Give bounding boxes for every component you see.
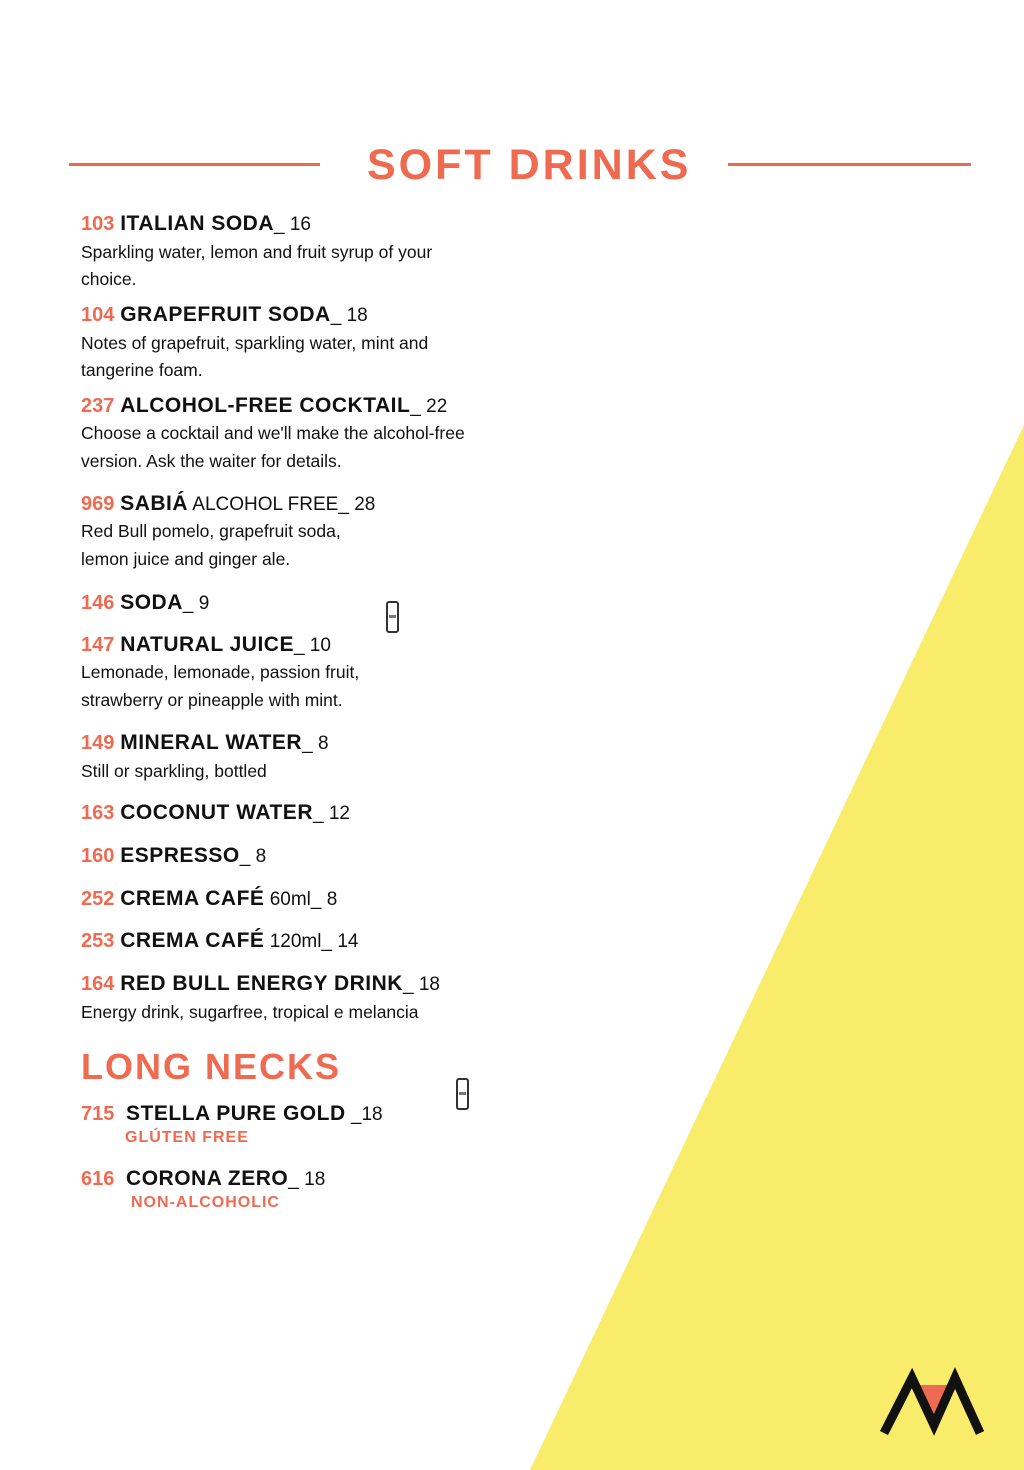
item-name: GRAPEFRUIT SODA	[120, 303, 331, 326]
menu-item	[81, 591, 209, 616]
section-title-long-necks: LONG NECKS	[81, 1046, 342, 1087]
item-number: 237	[81, 395, 115, 417]
item-price: _ 18	[330, 305, 368, 326]
menu-item	[81, 303, 428, 382]
menu-item	[81, 492, 375, 573]
item-name: CREMA CAFÉ	[120, 929, 265, 952]
item-number: 104	[81, 304, 115, 326]
item-number: 103	[81, 213, 115, 235]
item-description: Notes of grapefruit, sparkling water, mint and	[81, 333, 429, 353]
item-description: Lemonade, lemonade, passion fruit,	[81, 662, 360, 682]
item-price: _18	[345, 1104, 383, 1125]
item-price: _ 22	[410, 396, 448, 417]
item-number: 146	[81, 592, 115, 614]
item-price: _ 8	[310, 889, 338, 910]
item-number: 715	[81, 1103, 115, 1125]
menu-item-heading	[81, 1167, 325, 1192]
item-number: 160	[81, 845, 115, 867]
item-price: _ 28	[338, 494, 376, 515]
item-name: ESPRESSO	[120, 844, 240, 867]
menu-item	[81, 394, 465, 475]
item-price: _ 16	[274, 214, 311, 235]
red-bull-can-icon	[456, 1078, 469, 1110]
menu-item	[81, 1102, 383, 1147]
item-description: Energy drink, sugarfree, tropical e melancia	[81, 1002, 419, 1022]
page-title: SOFT DRINKS	[367, 141, 692, 189]
menu-item	[81, 1167, 325, 1212]
menu-item	[81, 887, 337, 912]
menu-item	[81, 212, 432, 291]
item-price: _ 8	[239, 846, 267, 867]
menu-item	[81, 731, 329, 783]
menu-item-heading	[81, 929, 358, 954]
item-name: ITALIAN SODA	[120, 212, 274, 235]
menu-item-heading	[81, 844, 266, 869]
item-number: 164	[81, 973, 115, 995]
menu-item-heading	[81, 972, 440, 997]
menu-item	[81, 972, 440, 1024]
item-price: _ 18	[402, 974, 440, 995]
item-name: NATURAL JUICE	[120, 633, 294, 656]
menu-item	[81, 929, 358, 954]
item-description: lemon juice and ginger ale.	[81, 549, 291, 569]
item-price: _ 10	[293, 635, 331, 656]
item-name: CREMA CAFÉ	[120, 887, 265, 910]
item-name: STELLA PURE GOLD	[126, 1102, 346, 1125]
item-description: version. Ask the waiter for details.	[81, 451, 342, 471]
item-number: 969	[81, 493, 115, 515]
menu-item	[81, 633, 359, 714]
item-detail: 120ml	[264, 931, 322, 952]
item-name: RED BULL ENERGY DRINK	[120, 972, 403, 995]
item-number: 616	[81, 1168, 115, 1190]
item-description: Sparkling water, lemon and fruit syrup of your	[81, 242, 433, 262]
menu-item-heading	[81, 1102, 383, 1127]
item-description: Choose a cocktail and we'll make the alcohol-free	[81, 423, 465, 443]
title-rule-right	[728, 163, 971, 166]
item-price: _ 9	[182, 593, 210, 614]
title-rule-left	[69, 163, 320, 166]
red-bull-can-icon	[386, 601, 399, 633]
item-description: tangerine foam.	[81, 360, 203, 380]
menu-item-heading	[81, 887, 337, 912]
menu-item-heading	[81, 633, 359, 658]
item-number: 253	[81, 930, 115, 952]
item-name: MINERAL WATER	[120, 731, 303, 754]
item-price: _ 18	[288, 1169, 326, 1190]
item-name: SODA	[120, 591, 183, 614]
item-description: Still or sparkling, bottled	[81, 761, 267, 781]
menu-item-heading	[81, 303, 428, 328]
menu-item-heading	[81, 492, 375, 517]
item-number: 149	[81, 732, 115, 754]
item-detail: ALCOHOL FREE	[188, 494, 339, 515]
item-description: choice.	[81, 269, 137, 289]
item-name: ALCOHOL-FREE COCKTAIL	[120, 394, 411, 417]
item-tag: GLÚTEN FREE	[125, 1129, 249, 1146]
item-name: COCONUT WATER	[120, 801, 313, 824]
menu-item	[81, 844, 266, 869]
item-number: 252	[81, 888, 115, 910]
menu-item-heading	[81, 801, 350, 826]
item-tag: NON-ALCOHOLIC	[131, 1194, 280, 1211]
item-price: _ 12	[312, 803, 350, 824]
menu-item-heading	[81, 212, 432, 237]
menu-item-heading	[81, 731, 329, 756]
item-description: Red Bull pomelo, grapefruit soda,	[81, 521, 341, 541]
item-number: 163	[81, 802, 115, 824]
item-description: strawberry or pineapple with mint.	[81, 690, 343, 710]
item-number: 147	[81, 634, 115, 656]
item-price: _ 14	[321, 931, 359, 952]
menu-item-heading	[81, 394, 465, 419]
menu-item	[81, 801, 350, 826]
item-detail: 60ml	[264, 889, 311, 910]
item-name: CORONA ZERO	[126, 1167, 289, 1190]
item-name: SABIÁ	[120, 492, 189, 515]
menu-item-heading	[81, 591, 209, 616]
item-price: _ 8	[302, 733, 329, 754]
